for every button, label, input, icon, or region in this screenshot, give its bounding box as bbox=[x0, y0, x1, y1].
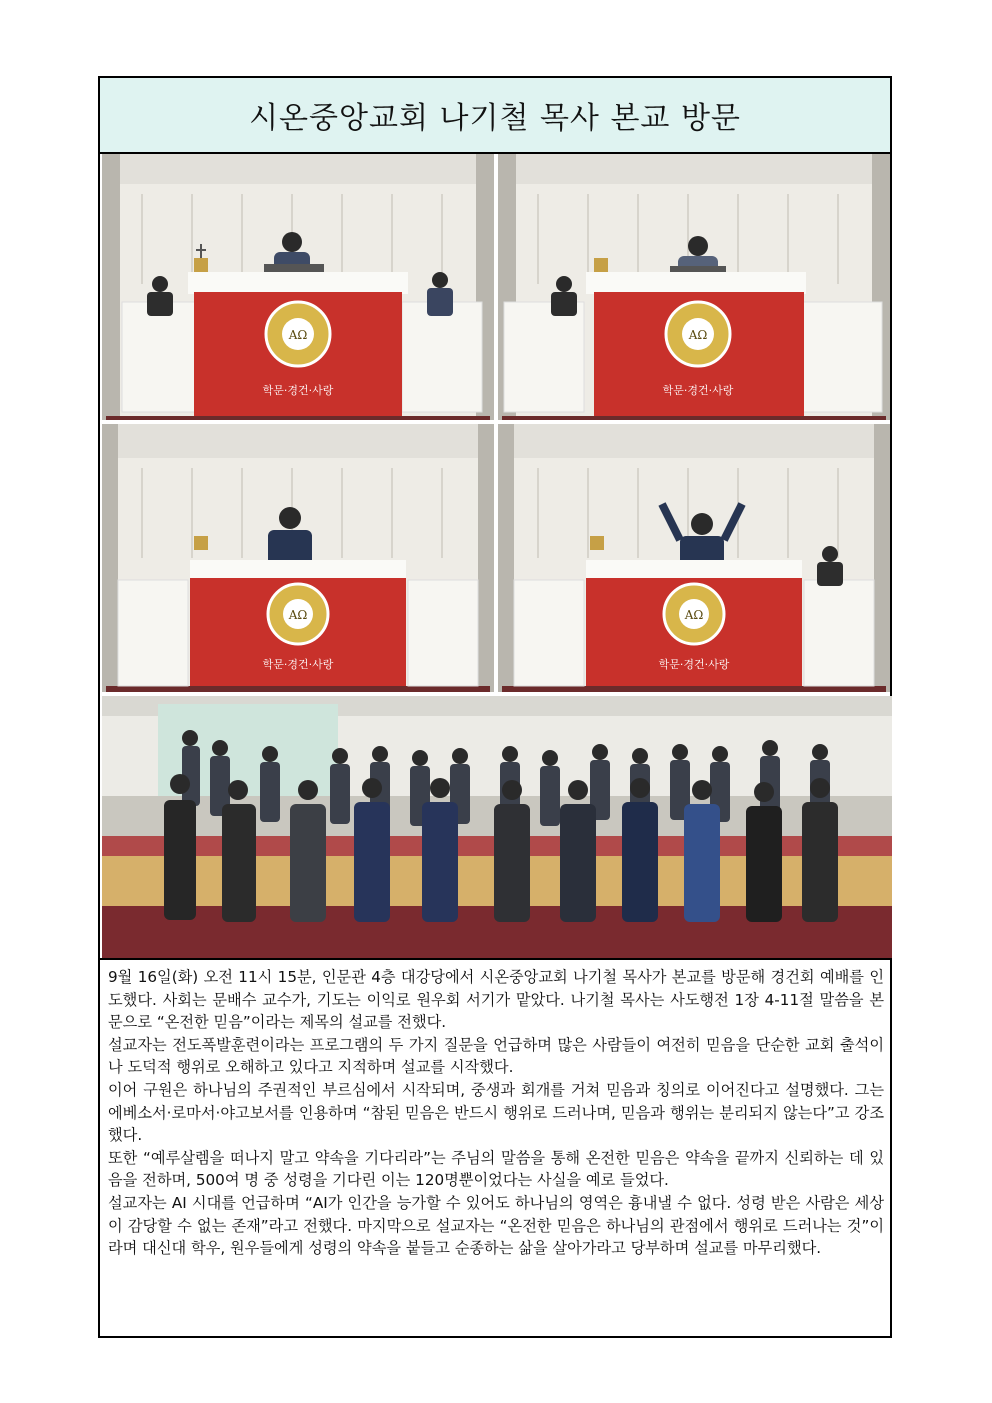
page-title: 시온중앙교회 나기철 목사 본교 방문 bbox=[249, 101, 741, 136]
svg-text:학문·경건·사랑: 학문·경건·사랑 bbox=[262, 384, 334, 397]
svg-text:AΩ: AΩ bbox=[688, 328, 708, 342]
article-frame bbox=[98, 76, 892, 1338]
photo-pastor-at-pulpit bbox=[102, 154, 494, 420]
article-paragraph: 9월 16일(화) 오전 11시 15분, 인문관 4층 대강당에서 시온중앙교회 나기철 목사가 본교를 방문해 경건회 예배를 인도했다. 사회는 문배수 교수가, 기도는 이익로 원우회 서기가 맡았다. 나기철 목사는 사도행전 1장 4-11절 말씀을 본문으로 “온전한 믿음”이라는 제목의 설교를 전했다. bbox=[108, 968, 884, 1032]
photo-pastor-at-pulpit-speaking bbox=[498, 154, 890, 420]
article-paragraph: 설교자는 AI 시대를 언급하며 “AI가 인간을 능가할 수 있어도 하나님의 영역은 흉내낼 수 없다. 성령 받은 사람은 세상이 감당할 수 없는 존재”라고 전했다. 마지막으로 설교자는 “온전한 믿음은 하나님의 관점에서 행위로 드러나는 것”이라며 대신대 학우, 원우들에게 성령의 약속을 붙들고 순종하는 삶을 살아가라고 당부하며 설교를 마무리했다. bbox=[108, 1193, 884, 1258]
article-paragraph: 또한 “예루살렘을 떠나지 말고 약속을 기다리라”는 주님의 말씀을 통해 온전한 믿음은 약속을 끝까지 신뢰하는 데 있음을 전하며, 500여 명 중 성령을 기다린 이는 120명뿐이었다는 사실을 예로 들었다. bbox=[108, 1148, 884, 1190]
svg-text:학문·경건·사랑: 학문·경건·사랑 bbox=[658, 658, 730, 671]
article-body bbox=[108, 966, 884, 1260]
photo-pastor-preaching bbox=[102, 424, 494, 692]
article-paragraph: 설교자는 전도폭발훈련이라는 프로그램의 두 가지 질문을 언급하며 많은 사람들이 여전히 믿음을 단순한 교회 출석이나 도덕적 행위로 오해하고 있다고 지적하며 설교를 시작했다. bbox=[108, 1035, 884, 1077]
title-box bbox=[100, 78, 890, 154]
svg-text:학문·경건·사랑: 학문·경건·사랑 bbox=[662, 384, 734, 397]
svg-text:AΩ: AΩ bbox=[684, 608, 704, 622]
divider bbox=[100, 958, 890, 960]
svg-text:학문·경건·사랑: 학문·경건·사랑 bbox=[262, 658, 334, 671]
article-paragraph: 이어 구원은 하나님의 주권적인 부르심에서 시작되며, 중생과 회개를 거쳐 믿음과 칭의로 이어진다고 설명했다. 그는 에베소서·로마서·야고보서를 인용하며 “참된 믿음은 반드시 행위로 드러나며, 믿음과 행위는 분리되지 않는다”고 강조했다. bbox=[108, 1080, 884, 1145]
svg-text:AΩ: AΩ bbox=[288, 328, 308, 342]
photo-pastor-benediction bbox=[498, 424, 890, 692]
svg-text:AΩ: AΩ bbox=[288, 608, 308, 622]
photo-group bbox=[102, 696, 892, 958]
